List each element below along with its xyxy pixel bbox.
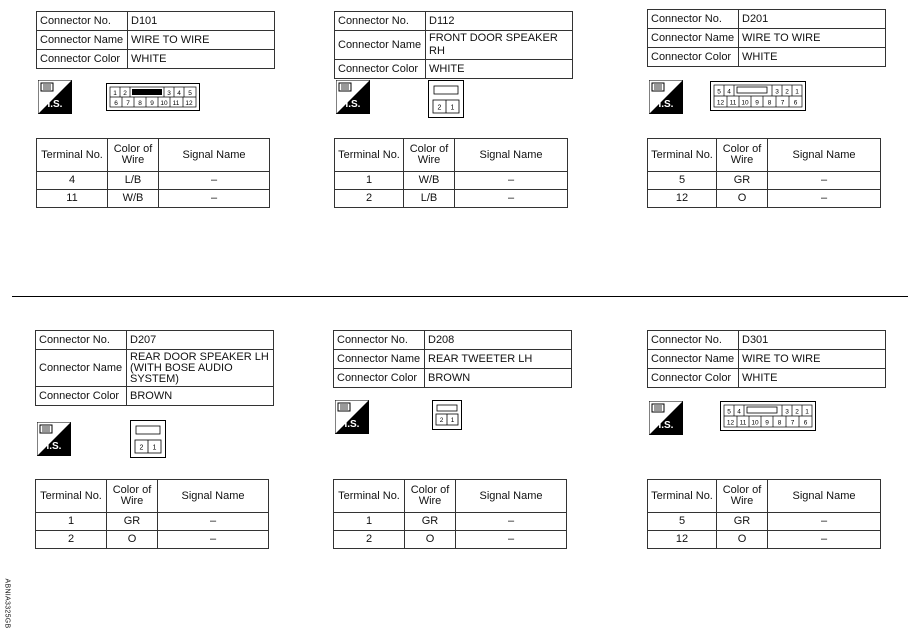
pin-label: 1 — [152, 444, 157, 452]
wire-color-header: Color of Wire — [404, 139, 455, 172]
connector-name-value: WIRE TO WIRE — [739, 29, 886, 48]
table-row — [37, 172, 270, 190]
terminal-cell: 11 — [37, 190, 108, 208]
terminal-no-header: Terminal No. — [36, 480, 107, 513]
pin-label: 5 — [188, 90, 192, 97]
terminal-cell: 5 — [648, 513, 717, 531]
wire-cell: O — [717, 531, 768, 549]
wire-cell: O — [107, 531, 158, 549]
pin-label: 8 — [777, 419, 782, 427]
terminal-table-d101 — [36, 138, 270, 208]
pin-label: 4 — [727, 88, 731, 96]
signal-cell: – — [456, 531, 567, 549]
connector-panel-d301 — [647, 330, 887, 388]
hs-badge-label: H.S. — [654, 420, 674, 431]
wire-cell: W/B — [404, 172, 455, 190]
terminal-no-header: Terminal No. — [648, 139, 717, 172]
pin-label: 3 — [775, 88, 779, 96]
signal-cell: – — [768, 190, 881, 208]
connector-name-label: Connector Name — [335, 31, 426, 60]
wire-color-header: Color of Wire — [405, 480, 456, 513]
connector-name-value: REAR TWEETER LH — [425, 350, 572, 369]
pin-label: 7 — [126, 100, 130, 107]
terminal-table-d207 — [35, 479, 269, 549]
connector-no-value: D112 — [426, 12, 573, 31]
pin-label: 10 — [741, 99, 749, 107]
connector-color-label: Connector Color — [648, 369, 739, 388]
wire-color-header: Color of Wire — [717, 139, 768, 172]
terminal-cell: 1 — [335, 172, 404, 190]
terminal-cell: 12 — [648, 190, 717, 208]
figure-id: ABNIA3325GB — [3, 578, 11, 629]
table-row — [648, 190, 881, 208]
wire-cell: L/B — [404, 190, 455, 208]
hs-badge-icon — [37, 422, 71, 456]
hs-badge-icon — [649, 80, 683, 114]
table-row — [335, 190, 568, 208]
terminal-table-d112 — [334, 138, 568, 208]
wire-color-header: Color of Wire — [717, 480, 768, 513]
pin-label: 6 — [803, 419, 808, 427]
pin-label: 2 — [785, 88, 789, 96]
pin-label: 6 — [793, 99, 798, 107]
section-divider — [12, 296, 908, 297]
pin-label: 2 — [139, 444, 144, 452]
connector-color-value: WHITE — [739, 369, 886, 388]
pin-label: 9 — [755, 99, 759, 107]
connector-face-d301 — [720, 401, 816, 436]
connector-no-label: Connector No. — [37, 12, 128, 31]
connector-color-label: Connector Color — [335, 60, 426, 79]
connector-no-value: D201 — [739, 10, 886, 29]
connector-name-label: Connector Name — [648, 350, 739, 369]
hs-badge-label: H.S. — [42, 441, 62, 452]
pin-label: 6 — [114, 100, 118, 107]
signal-name-header: Signal Name — [159, 139, 270, 172]
hs-badge-icon — [38, 80, 72, 114]
connector-info-table — [36, 11, 275, 69]
connector-face-d208 — [432, 400, 462, 435]
terminal-cell: 5 — [648, 172, 717, 190]
signal-name-header: Signal Name — [455, 139, 568, 172]
connector-color-label: Connector Color — [37, 50, 128, 69]
wire-cell: O — [717, 190, 768, 208]
pin-label: 12 — [185, 100, 193, 107]
connector-name-label: Connector Name — [648, 29, 739, 48]
connector-no-label: Connector No. — [648, 10, 739, 29]
wire-color-header: Color of Wire — [108, 139, 159, 172]
pin-label: 3 — [167, 90, 171, 97]
connector-name-label: Connector Name — [37, 31, 128, 50]
pin-label: 1 — [113, 90, 117, 97]
wire-color-header: Color of Wire — [107, 480, 158, 513]
terminal-cell: 1 — [334, 513, 405, 531]
signal-cell: – — [768, 172, 881, 190]
pin-label: 12 — [726, 419, 735, 427]
table-row — [648, 172, 881, 190]
connector-no-value: D207 — [127, 331, 274, 350]
pin-label: 9 — [765, 419, 769, 427]
connector-info-table — [647, 9, 886, 67]
terminal-table-d208 — [333, 479, 567, 549]
pin-label: 8 — [767, 99, 772, 107]
connector-name-value: FRONT DOOR SPEAKER RH — [426, 31, 573, 60]
pin-label: 4 — [737, 408, 741, 416]
wire-cell: L/B — [108, 172, 159, 190]
signal-cell: – — [159, 190, 270, 208]
wire-cell: GR — [717, 513, 768, 531]
connector-color-value: BROWN — [425, 369, 572, 388]
wire-cell: GR — [717, 172, 768, 190]
terminal-cell: 1 — [36, 513, 107, 531]
terminal-no-header: Terminal No. — [37, 139, 108, 172]
pin-label: 1 — [805, 408, 809, 416]
signal-name-header: Signal Name — [158, 480, 269, 513]
signal-cell: – — [768, 531, 881, 549]
connector-panel-d112 — [334, 11, 574, 79]
signal-name-header: Signal Name — [768, 139, 881, 172]
pin-label: 7 — [780, 99, 785, 107]
wire-cell: GR — [107, 513, 158, 531]
connector-panel-d201 — [647, 9, 887, 67]
connector-no-value: D208 — [425, 331, 572, 350]
signal-cell: – — [455, 172, 568, 190]
pin-label: 11 — [729, 99, 737, 107]
pin-label: 5 — [727, 408, 731, 416]
pin-label: 1 — [450, 417, 455, 424]
pin-label: 11 — [739, 419, 747, 427]
terminal-cell: 4 — [37, 172, 108, 190]
pin-label: 5 — [717, 88, 721, 96]
wire-cell: GR — [405, 513, 456, 531]
pin-label: 2 — [437, 104, 442, 112]
connector-info-table — [647, 330, 886, 388]
connector-face-d207 — [130, 420, 166, 463]
connector-name-value: WIRE TO WIRE — [739, 350, 886, 369]
table-row — [648, 531, 881, 549]
connector-no-label: Connector No. — [335, 12, 426, 31]
terminal-cell: 2 — [335, 190, 404, 208]
pin-label: 2 — [439, 417, 444, 424]
connector-panel-d208 — [333, 330, 573, 388]
connector-panel-d101 — [36, 11, 276, 69]
table-row — [334, 531, 567, 549]
pin-label: 10 — [160, 100, 168, 107]
signal-cell: – — [455, 190, 568, 208]
connector-face-d112 — [428, 80, 464, 123]
connector-info-table — [35, 330, 274, 406]
pin-label: 1 — [450, 104, 455, 112]
connector-face-d201 — [710, 81, 806, 116]
terminal-no-header: Terminal No. — [648, 480, 717, 513]
signal-cell: – — [456, 513, 567, 531]
terminal-no-header: Terminal No. — [335, 139, 404, 172]
terminal-table-d301 — [647, 479, 881, 549]
connector-color-value: WHITE — [739, 48, 886, 67]
pin-label: 9 — [150, 100, 154, 107]
pin-label: 4 — [177, 90, 181, 97]
connector-name-value: WIRE TO WIRE — [128, 31, 275, 50]
pin-label: 7 — [790, 419, 795, 427]
terminal-cell: 2 — [36, 531, 107, 549]
hs-badge-icon — [335, 400, 369, 434]
connector-color-label: Connector Color — [36, 387, 127, 406]
hs-badge-label: H.S. — [43, 99, 63, 110]
signal-cell: – — [768, 513, 881, 531]
signal-cell: – — [159, 172, 270, 190]
connector-name-label: Connector Name — [334, 350, 425, 369]
connector-color-label: Connector Color — [334, 369, 425, 388]
pin-label: 11 — [172, 100, 180, 107]
terminal-no-header: Terminal No. — [334, 480, 405, 513]
table-row — [335, 172, 568, 190]
connector-no-value: D301 — [739, 331, 886, 350]
table-row — [37, 190, 270, 208]
connector-info-table — [333, 330, 572, 388]
connector-no-label: Connector No. — [36, 331, 127, 350]
signal-cell: – — [158, 513, 269, 531]
connector-color-value: WHITE — [426, 60, 573, 79]
hs-badge-label: H.S. — [340, 419, 360, 430]
pin-label: 1 — [795, 88, 799, 96]
wire-cell: W/B — [108, 190, 159, 208]
hs-badge-label: H.S. — [341, 99, 361, 110]
pin-label: 3 — [785, 408, 789, 416]
hs-badge-icon — [649, 401, 683, 435]
connector-face-d101 — [106, 83, 200, 116]
pin-label: 12 — [716, 99, 725, 107]
connector-no-label: Connector No. — [334, 331, 425, 350]
connector-info-table — [334, 11, 573, 79]
connector-name-value: REAR DOOR SPEAKER LH (WITH BOSE AUDIO SYSTEM) — [127, 350, 274, 387]
connector-no-value: D101 — [128, 12, 275, 31]
signal-cell: – — [158, 531, 269, 549]
pin-label: 10 — [751, 419, 759, 427]
signal-name-header: Signal Name — [768, 480, 881, 513]
terminal-cell: 12 — [648, 531, 717, 549]
hs-badge-label: H.S. — [654, 99, 674, 110]
connector-color-value: WHITE — [128, 50, 275, 69]
wire-cell: O — [405, 531, 456, 549]
terminal-table-d201 — [647, 138, 881, 208]
pin-label: 8 — [138, 100, 142, 107]
pin-label: 2 — [795, 408, 799, 416]
connector-no-label: Connector No. — [648, 331, 739, 350]
table-row — [648, 513, 881, 531]
connector-color-label: Connector Color — [648, 48, 739, 67]
table-row — [36, 513, 269, 531]
connector-color-value: BROWN — [127, 387, 274, 406]
signal-name-header: Signal Name — [456, 480, 567, 513]
connector-name-label: Connector Name — [36, 350, 127, 387]
pin-label: 2 — [123, 90, 127, 97]
table-row — [36, 531, 269, 549]
terminal-cell: 2 — [334, 531, 405, 549]
table-row — [334, 513, 567, 531]
connector-panel-d207 — [35, 330, 275, 406]
hs-badge-icon — [336, 80, 370, 114]
